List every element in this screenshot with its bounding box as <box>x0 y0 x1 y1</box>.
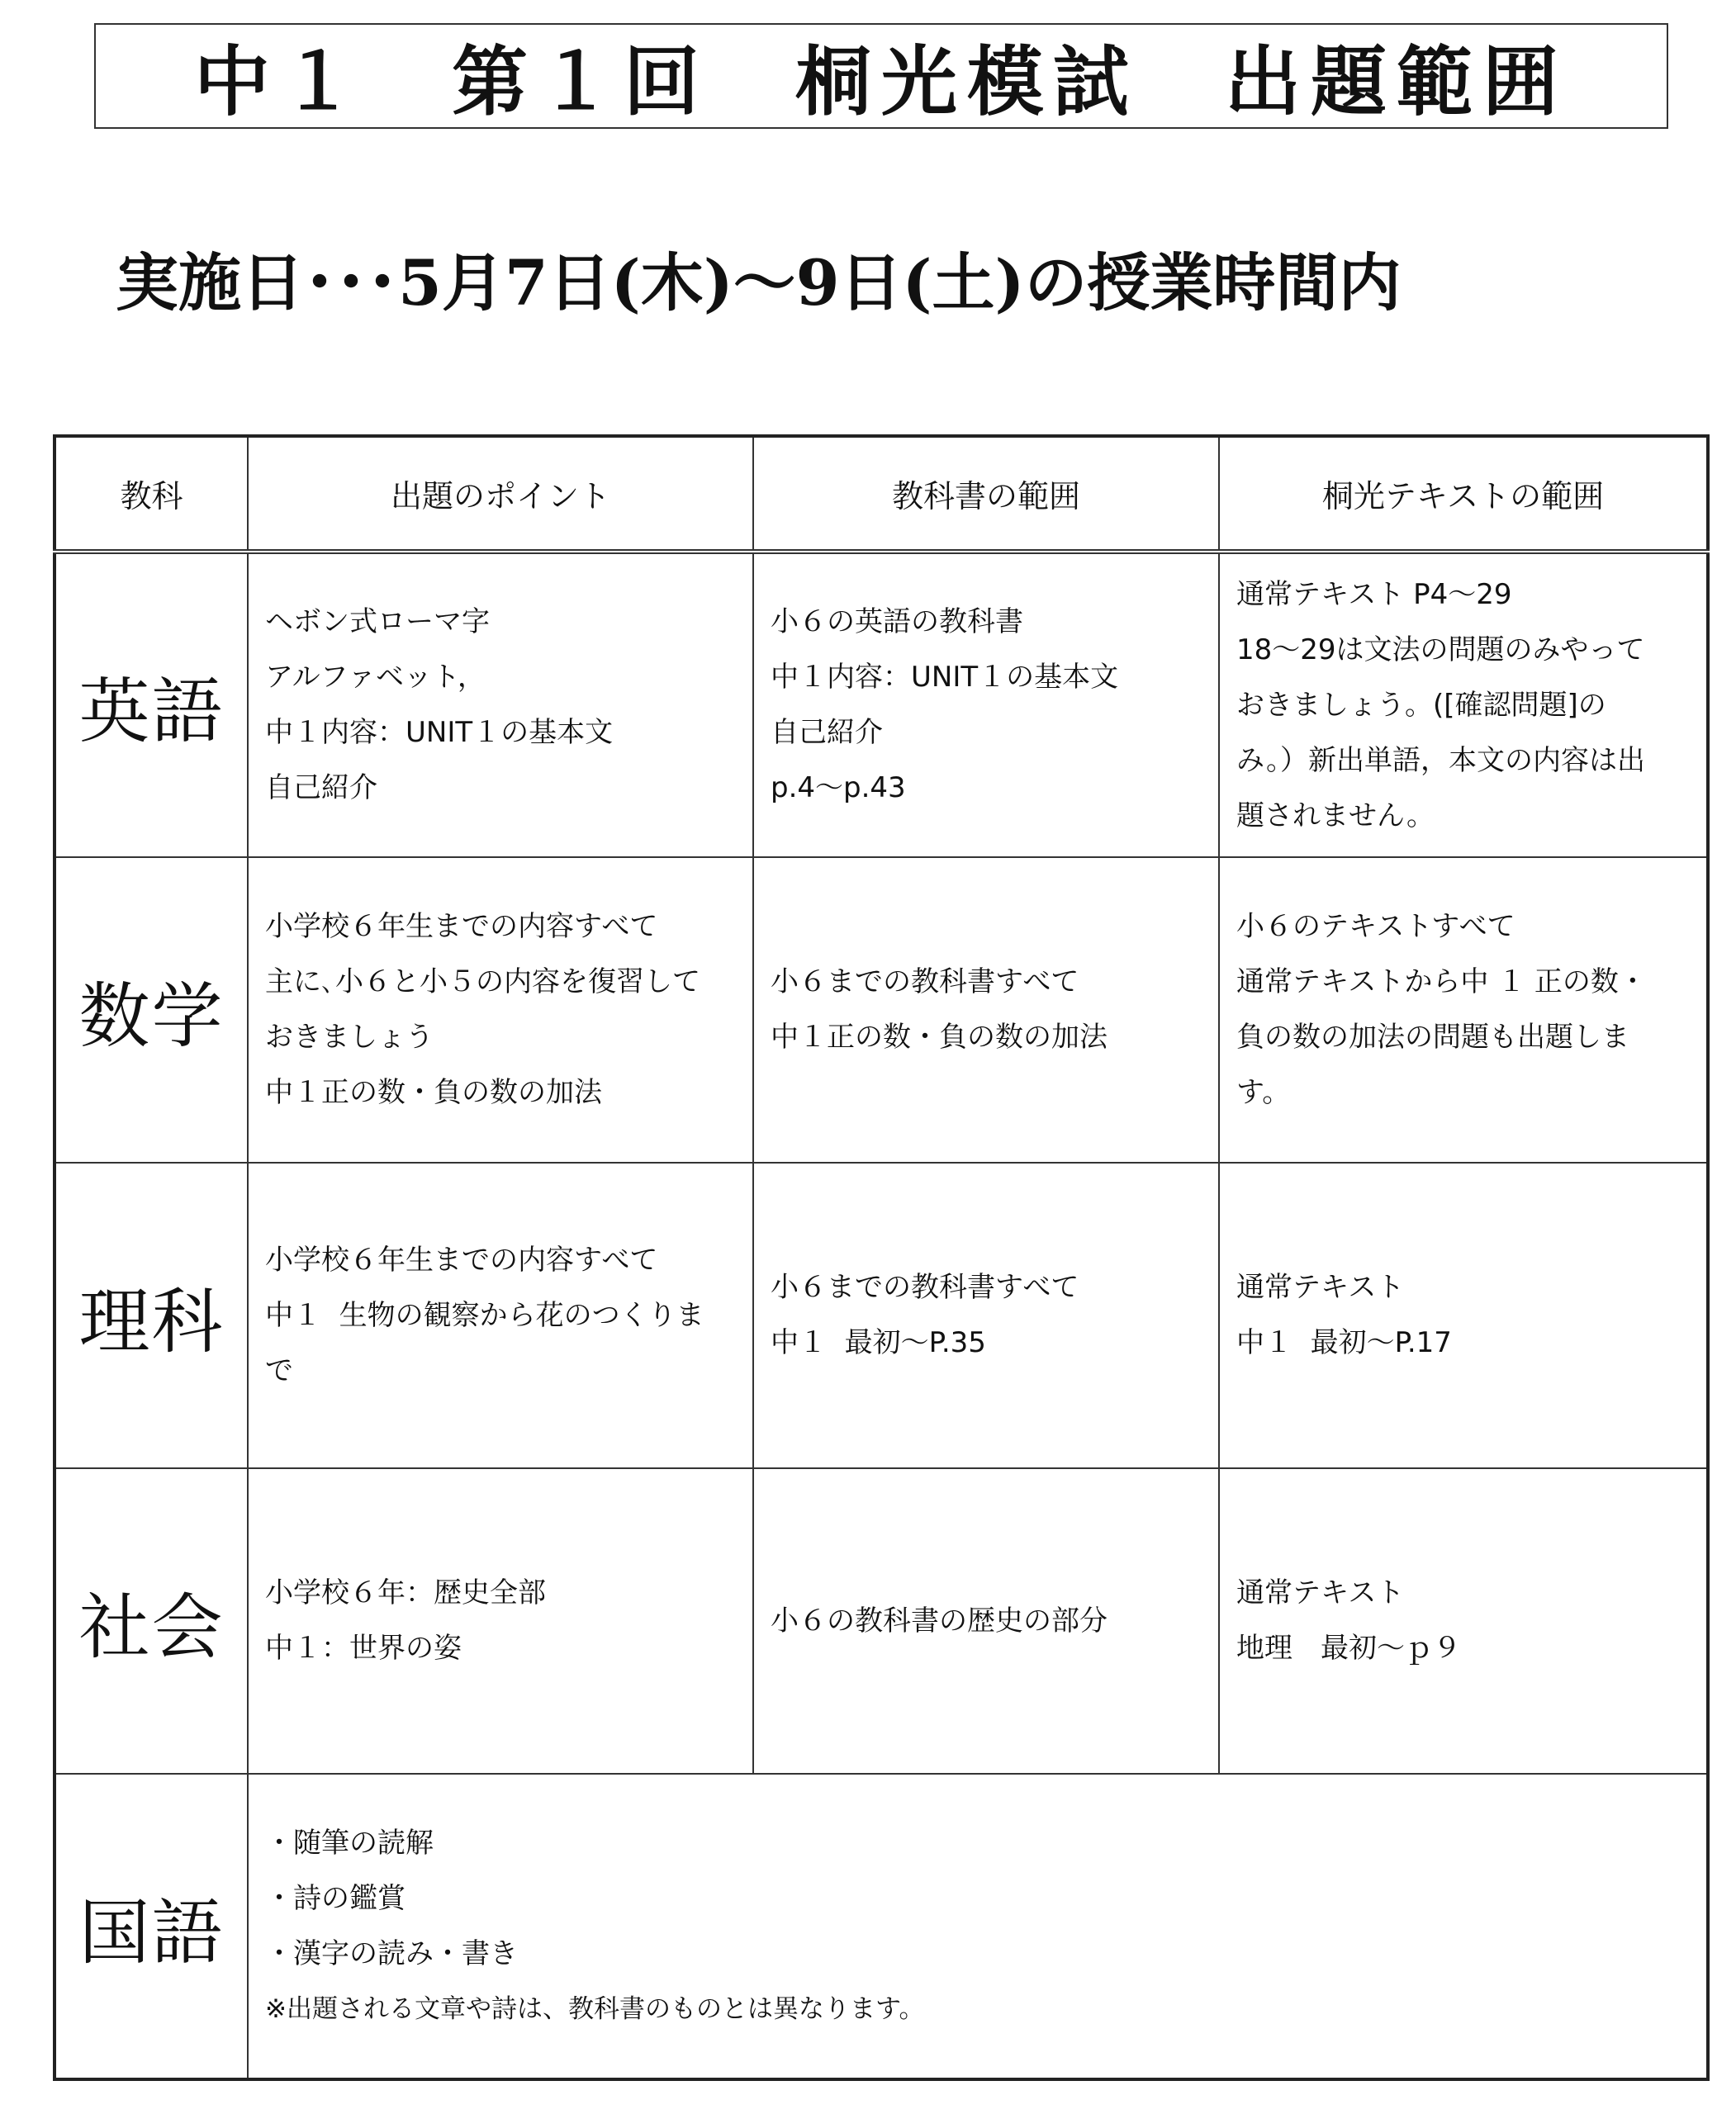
points-line: おきましょう <box>265 1021 434 1054</box>
textbook-line: 小６の教科書の歴史の部分 <box>771 1604 1108 1638</box>
textbook-line: 小６の英語の教科書 <box>771 605 1023 638</box>
textbook-cell <box>753 857 1219 1163</box>
table-row-english <box>55 552 1708 857</box>
points-line: 中１正の数・負の数の加法 <box>265 1076 602 1109</box>
points-cell <box>248 1163 753 1468</box>
points-line: 小学校６年生までの内容すべて <box>265 1243 658 1277</box>
points-cell <box>248 1468 753 1774</box>
toko-cell <box>1219 552 1708 857</box>
textbook-line: 小６までの教科書すべて <box>771 965 1079 998</box>
toko-cell <box>1219 1163 1708 1468</box>
textbook-line: 中１内容：UNIT１の基本文 <box>771 661 1119 694</box>
textbook-line: 自己紹介 <box>771 716 883 749</box>
header-points: 出題のポイント <box>248 436 753 552</box>
toko-line: 18～29は文法の問題のみやって <box>1236 633 1645 666</box>
points-cell <box>248 552 753 857</box>
toko-line: 負の数の加法の問題も出題しま <box>1236 1021 1629 1054</box>
textbook-line: 中１正の数・負の数の加法 <box>771 1021 1108 1054</box>
title-box <box>94 23 1668 129</box>
japanese-line: ・漢字の読み・書き <box>265 1936 518 1970</box>
japanese-line: ・随筆の読解 <box>265 1826 434 1860</box>
points-line: 主に､小６と小５の内容を復習して <box>265 965 700 998</box>
toko-cell <box>1219 857 1708 1163</box>
exam-range-table <box>53 434 1710 2081</box>
page-title: 中１ 第１回 桐光模試 出題範囲 <box>193 38 1568 126</box>
table-row-japanese <box>55 1774 1708 2079</box>
japanese-line: ・詩の鑑賞 <box>265 1881 406 1915</box>
subject-label: 社会 <box>55 1468 248 1774</box>
toko-line: 通常テキスト <box>1236 1271 1405 1304</box>
points-line: で <box>265 1353 293 1387</box>
toko-line: 通常テキスト <box>1236 1576 1405 1609</box>
textbook-line: 中１ 最初～P.35 <box>771 1326 986 1359</box>
table-row-science <box>55 1163 1708 1468</box>
toko-line: 小６のテキストすべて <box>1236 910 1515 943</box>
header-subject: 教科 <box>55 436 248 552</box>
subject-label: 英語 <box>55 552 248 857</box>
toko-line: 中１ 最初～P.17 <box>1236 1326 1452 1359</box>
toko-line: 通常テキスト P4～29 <box>1236 577 1512 611</box>
subject-label: 国語 <box>55 1774 248 2079</box>
toko-line: 題されません。 <box>1236 799 1435 832</box>
textbook-line: 小６までの教科書すべて <box>771 1271 1079 1304</box>
subject-label: 数学 <box>55 857 248 1163</box>
toko-line: 通常テキストから中 １ 正の数・ <box>1236 965 1647 998</box>
toko-line: す。 <box>1236 1076 1291 1109</box>
toko-cell <box>1219 1468 1708 1774</box>
textbook-line: p.4～p.43 <box>771 771 906 804</box>
textbook-cell <box>753 1468 1219 1774</box>
japanese-points-cell <box>248 1774 1708 2079</box>
toko-line: 地理 最初～ｐ９ <box>1236 1632 1461 1665</box>
points-line: アルファベット， <box>265 661 486 694</box>
points-line: ヘボン式ローマ字 <box>265 605 490 638</box>
points-line: 小学校６年：歴史全部 <box>265 1576 546 1609</box>
table-row-math <box>55 857 1708 1163</box>
points-cell <box>248 857 753 1163</box>
table-header-row <box>55 436 1708 552</box>
header-textbook: 教科書の範囲 <box>753 436 1219 552</box>
points-line: 小学校６年生までの内容すべて <box>265 910 658 943</box>
table-row-social <box>55 1468 1708 1774</box>
subject-label: 理科 <box>55 1163 248 1468</box>
japanese-note: ※出題される文章や詩は、教科書のものとは異なります。 <box>265 1993 925 2024</box>
points-line: 自己紹介 <box>265 771 377 804</box>
toko-line: み。）新出単語，本文の内容は出 <box>1236 743 1646 777</box>
textbook-cell <box>753 1163 1219 1468</box>
toko-line: おきましょう。([確認問題]の <box>1236 688 1606 722</box>
header-toko-text: 桐光テキストの範囲 <box>1219 436 1708 552</box>
points-line: 中１ 生物の観察から花のつくりま <box>265 1298 704 1332</box>
textbook-cell <box>753 552 1219 857</box>
points-line: 中１：世界の姿 <box>265 1632 462 1665</box>
exam-date: 実施日･･･5月7日(木)～9日(土)の授業時間内 <box>116 246 1402 320</box>
points-line: 中１内容：UNIT１の基本文 <box>265 716 614 749</box>
